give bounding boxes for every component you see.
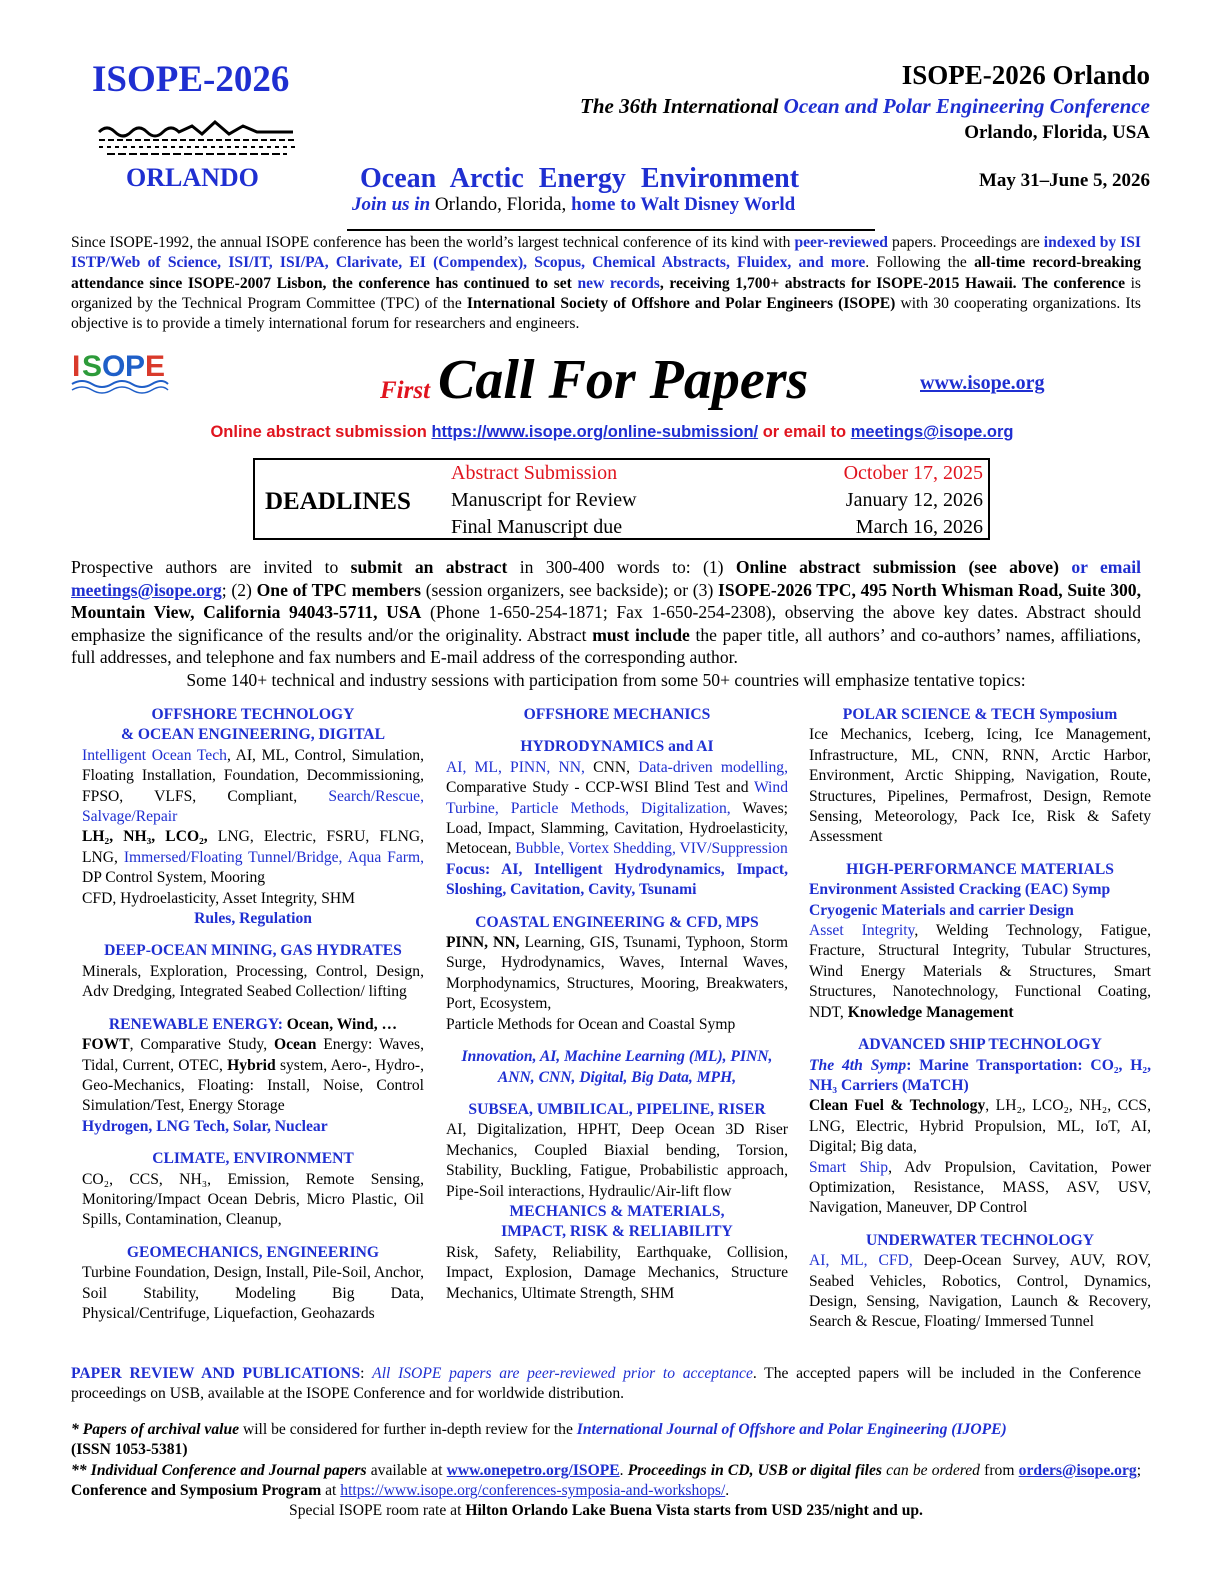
deadline-row: Abstract Submission October 17, 2025 [451,462,983,484]
section-heading: GEOMECHANICS, ENGINEERING [126,1243,380,1261]
deadlines-label: DEADLINES [265,488,411,515]
hotel-rate: Special ISOPE room rate at Hilton Orlando Lake Buena Vista starts from USD 235/night and up. [289,1502,923,1520]
section-text: Hydrogen, LNG Tech, Solar, Nuclear [82,1117,328,1135]
section-text: Clean Fuel & Technology, LH₂, LCO₂, NH₂, CCS, LNG, Electric, Hybrid Propulsion, ML, IoT, AI, Digital; Big data, [809,1097,1151,1156]
section-heading: HYDRODYNAMICS and AI [520,738,714,756]
topics-column-1 [82,705,424,1324]
svg-text:S: S [82,350,103,383]
onepetro-link[interactable]: www.onepetro.org/ISOPE [446,1461,620,1479]
section-heading: COASTAL ENGINEERING & CFD, MPS [475,913,759,931]
email-link[interactable]: meetings@isope.org [850,423,1014,441]
header-right-block [580,60,1150,144]
section-text: FOWT, Comparative Study, Ocean Energy: Waves, Tidal, Current, OTEC, Hybrid system, Aero-, Hydro-, Geo-Mechanics, Floating: Install, Noise, Control Simulation/Test, Energy Storage [82,1036,424,1115]
section-heading: OFFSHORE TECHNOLOGY [151,706,355,723]
section-heading: MECHANICS & MATERIALS, [509,1202,725,1220]
topics-column-3 [809,705,1151,1333]
deadlines-box [253,458,990,540]
section-text: Particle Methods for Ocean and Coastal Symp [446,1015,736,1033]
section-text: Minerals, Exploration, Processing, Control, Design, Adv Dredging, Integrated Seabed Collection/ lifting [82,962,424,1001]
section-text: CO₂, CCS, NH₃, Emission, Remote Sensing, Monitoring/Impact Ocean Debris, Micro Plastic, Oil Spills, Contamination, Cleanup, [82,1170,424,1229]
svg-text:O: O [102,350,126,383]
topics-intro: Some 140+ technical and industry sessions with participation from some 50+ countries will emphasize tentative topics: [186,669,1026,690]
section-heading: HIGH-PERFORMANCE MATERIALS [846,860,1114,878]
section-subheading: Cryogenic Materials and carrier Design [809,901,1074,919]
header-divider [347,229,875,231]
journal-paragraph: * Papers of archival value will be considered for further in-depth review for the International Journal of Offshore and Polar Engineering (IJOPE) (ISSN 1053-5381) [71,1420,1007,1459]
section-heading: UNDERWATER TECHNOLOGY [865,1231,1095,1249]
website-link[interactable]: www.isope.org [920,372,1045,394]
section-heading: OFFSHORE MECHANICS [523,706,711,723]
conference-title: ISOPE-2026 Orlando [901,60,1150,90]
section-text: Intelligent Ocean Tech, AI, ML, Control, Simulation, Floating Installation, Foundation, Decommissioning, FPSO, VLFS, Compliant, Search/Rescue, Salvage/Repair [82,746,424,826]
orders-email-link[interactable]: orders@isope.org [1018,1461,1137,1479]
submission-link[interactable]: https://www.isope.org/online-submission/ [431,423,759,441]
intro-paragraph: Since ISOPE-1992, the annual ISOPE conference has been the world’s largest technical conference of its kind with peer-reviewed papers. Proceedings are indexed by ISI ISTP/Web of Science, ISI/IT, ISI/PA, Clarivate, EI (Compendex), Scopus, Chemical Abstracts, Fluidex, and more. Following the all-time record-breaking attendance since ISOPE-2007 Lisbon, the conference has continued to set new records, receiving 1,700+ abstracts for ISOPE-2015 Hawaii. The conference is organized by the Technical Program Committee (TPC) of the International Society of Offshore and Polar Engineers (ISOPE) with 30 cooperating organizations. Its objective is to provide a timely international forum for researchers and engineers. [71,234,1142,333]
topics-column-2 [446,705,788,1304]
program-link[interactable]: https://www.isope.org/conferences-symposia-and-workshops/ [340,1482,726,1500]
join-line: Join us in Orlando, Florida, home to Walt Disney World [352,194,796,215]
email-link[interactable]: meetings@isope.org [71,579,222,600]
section-heading: RENEWABLE ENERGY: Ocean, Wind, … [108,1015,398,1033]
conference-location: Orlando, Florida, USA [964,122,1150,143]
section-text: PINN, NN, Learning, GIS, Tsunami, Typhoon, Storm Surge, Hydrodynamics, Waves, Internal Waves, Morphodynamics, Structures, Mooring, Breakwaters, Port, Ecosystem, [446,934,788,1013]
section-text: Focus: AI, Intelligent Hydrodynamics, Impact, Sloshing, Cavitation, Cavity, Tsunami [446,860,788,899]
submission-instructions: Prospective authors are invited to submit an abstract in 300-400 words to: (1) Online abstract submission (see above) or email meetings@isope.org; (2) One of TPC members (session organizers, see backside); or (3) ISOPE-2026 TPC, 495 North Whisman Road, Suite 300, Mountain View, California 94043-5711, USA (Phone 1-650-254-1871; Fax 1-650-254-2308), observing the above key dates. Abstract should emphasize the significance of the results and/or the originality. Abstract must include the paper title, all authors’ and co-authors’ names, affiliations, full addresses, and telephone and fax numbers and E-mail address of the corresponding author. Some 140+ technical and industry sessions with participation from some 50+ countries will emphasize tentative topics: [71,557,1142,690]
section-heading: SUBSEA, UMBILICAL, PIPELINE, RISER [468,1100,766,1118]
isope-logo-icon [70,346,170,396]
deadline-row: Manuscript for Review January 12, 2026 [451,489,983,511]
section-heading: IMPACT, RISK & RELIABILITY [501,1223,733,1241]
section-text: Asset Integrity, Welding Technology, Fatigue, Fracture, Structural Integrity, Tubular Structures, Wind Energy Materials & Structures, Smart Structures, Nanotechnology, Functional Coating, NDT, Knowledge Management [809,922,1151,1021]
section-text: AI, ML, CFD, Deep-Ocean Survey, AUV, ROV, Seabed Vehicles, Robotics, Control, Dynamics, Design, Sensing, Navigation, Launch & Recovery, Search & Rescue, Floating/ Immersed Tunnel [809,1252,1151,1331]
section-text: CFD, Hydroelasticity, Asset Integrity, SHM [82,889,356,907]
section-text: AI, Digitalization, HPHT, Deep Ocean 3D Riser Mechanics, Coupled Biaxial bending, Torsion, Stability, Buckling, Fatigue, Probabilistic approach, Pipe-Soil interactions, Hydraulic/Air-lift flow [446,1121,788,1200]
footer [71,1364,1141,1522]
online-submission-line: Online abstract submission https://www.isope.org/online-submission/ or email to meetings@isope.org [210,423,1014,441]
section-subheading: Environment Assisted Cracking (EAC) Symp [809,881,1111,899]
section-heading: CLIMATE, ENVIRONMENT [152,1150,354,1168]
section-text: Smart Ship, Adv Propulsion, Cavitation, Power Optimization, Resistance, MASS, ASV, USV, Navigation, Maneuver, DP Control [809,1158,1151,1217]
proceedings-paragraph: ** Individual Conference and Journal papers available at www.onepetro.org/ISOPE. Proceedings in CD, USB or digital files can be ordered from orders@isope.org; Conference and Symposium Program at https://www.isope.org/conferences-symposia-and-workshops/. [71,1461,1142,1500]
section-heading: Innovation, AI, Machine Learning (ML), PINN, ANN, CNN, Digital, Big Data, MPH, [461,1048,773,1086]
section-heading: & OCEAN ENGINEERING, DIGITAL [121,726,385,744]
conference-date: May 31–June 5, 2026 [979,170,1150,191]
section-heading: DEEP-OCEAN MINING, GAS HYDRATES [104,942,402,960]
svg-text:E: E [145,350,166,383]
section-text: LH₂, NH₃, LCO₂, LNG, Electric, FSRU, FLNG, LNG, Immersed/Floating Tunnel/Bridge, Aqua Farm, DP Control System, Mooring [82,828,424,887]
section-heading: ADVANCED SHIP TECHNOLOGY [858,1036,1102,1054]
conference-logo-title: ISOPE-2026 [92,59,290,100]
section-text: AI, ML, PINN, NN, CNN, Data-driven modelling, Comparative Study - CCP-WSI Blind Test and Wind Turbine, Particle Methods, Digitalization, Waves; Load, Impact, Slamming, Cavitation, Hydroelasticity, Metocean, Bubble, Vortex Shedding, VIV/Suppression [446,758,789,858]
waves-logo-icon [97,118,297,163]
conference-city: ORLANDO [126,163,259,192]
svg-text:P: P [125,350,146,383]
conference-themes: Ocean Arctic Energy Environment [360,163,800,194]
section-text: Turbine Foundation, Design, Install, Pile-Soil, Anchor, Soil Stability, Modeling Big Data, Physical/Centrifuge, Liquefaction, Geohazards [82,1264,424,1322]
section-heading: Rules, Regulation [194,910,312,928]
call-for-papers-heading: First Call For Papers [380,349,809,411]
section-text: Ice Mechanics, Iceberg, Icing, Ice Management, Infrastructure, ML, CNN, RNN, Arctic Harbor, Environment, Arctic Shipping, Navigation, Route, Structures, Pipelines, Permafrost, Design, Remote Sensing, Meteorology, Pack Ice, Risk & Safety Assessment [809,726,1151,846]
svg-text:I: I [72,350,81,383]
section-heading: POLAR SCIENCE & TECH Symposium [842,706,1118,723]
deadline-row: Final Manuscript due March 16, 2026 [451,516,983,538]
conference-subtitle: The 36th International Ocean and Polar Engineering Conference [580,94,1150,118]
section-text: Risk, Safety, Reliability, Earthquake, Collision, Impact, Explosion, Damage Mechanics, Structure Mechanics, Ultimate Strength, SHM [446,1243,788,1302]
section-subheading: The 4th Symp: Marine Transportation: CO₂, H₂, NH₃ Carriers (MaTCH) [809,1056,1151,1094]
publications-paragraph: PAPER REVIEW AND PUBLICATIONS: All ISOPE papers are peer-reviewed prior to acceptance. The accepted papers will be included in the Conference proceedings on USB, available at the ISOPE Conference and for worldwide distribution. [71,1365,1141,1403]
